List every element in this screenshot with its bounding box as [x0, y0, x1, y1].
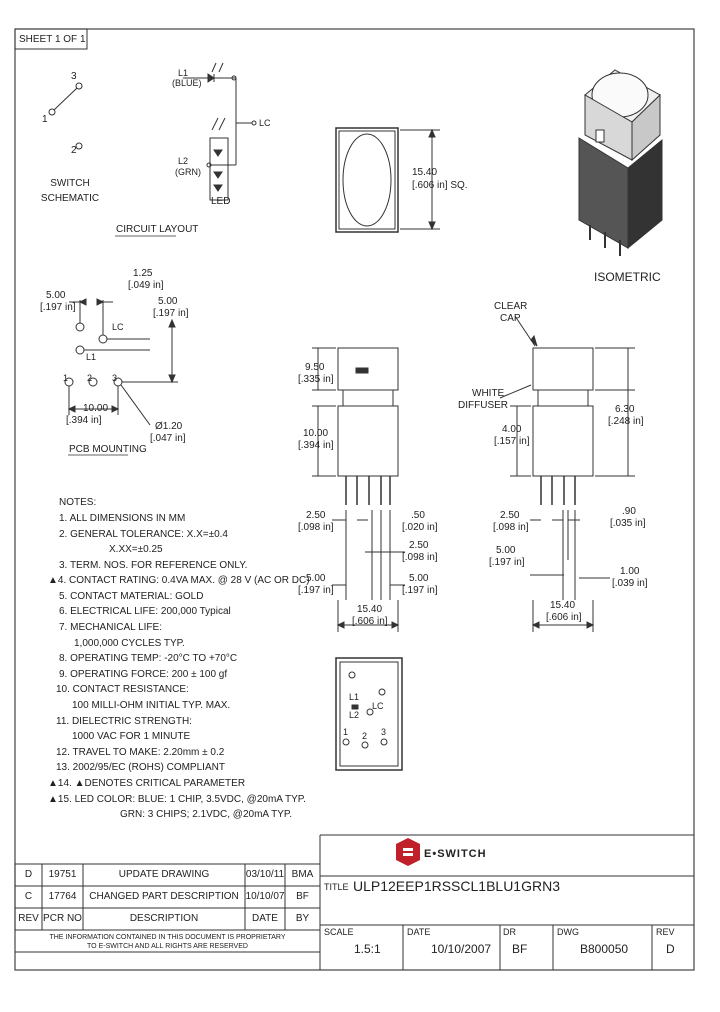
note-line: 3. TERM. NOS. FOR REFERENCE ONLY. — [59, 560, 248, 571]
side-dim-2a: 10.00 — [303, 428, 329, 439]
note-line: 5. CONTACT MATERIAL: GOLD — [59, 591, 204, 602]
clear-cap-1: CLEAR — [494, 301, 528, 312]
side-dim-8a: 15.40 — [357, 604, 383, 615]
scale-label: SCALE — [324, 927, 354, 937]
logo-mark — [396, 838, 420, 866]
pcr-cell: 17764 — [48, 891, 77, 902]
pcb-dim-1b: [.049 in] — [128, 280, 164, 291]
isometric-view — [579, 70, 662, 256]
dr-value: BF — [512, 942, 528, 956]
right-dim-5b: [.197 in] — [489, 557, 525, 568]
note-line: ▲14. ▲DENOTES CRITICAL PARAMETER — [48, 778, 246, 789]
date-cell: 10/10/07 — [245, 891, 285, 902]
date-label: DATE — [407, 927, 431, 937]
side-dim-1a: 9.50 — [305, 362, 325, 373]
date-value: 10/10/2007 — [431, 942, 492, 956]
bottom-pin-3: 3 — [381, 727, 387, 737]
by-header: BY — [295, 913, 310, 924]
side-dim-6b: [.197 in] — [298, 585, 334, 596]
white-diffuser-2: DIFFUSER — [458, 400, 508, 411]
rev-cell: C — [24, 891, 33, 902]
note-line: 1. ALL DIMENSIONS IN MM — [59, 513, 186, 524]
side-dim-7a: 5.00 — [409, 573, 429, 584]
desc-cell: CHANGED PART DESCRIPTION — [89, 891, 239, 902]
schematic-pin-1: 1 — [42, 114, 48, 125]
rev-value: D — [666, 942, 675, 956]
title-label: TITLE — [324, 882, 349, 892]
dwg-value: B800050 — [580, 942, 629, 956]
right-dim-2a: 4.00 — [502, 424, 522, 435]
front-dim-1: 15.40 — [412, 167, 438, 178]
bottom-pin-1: 1 — [343, 727, 349, 737]
isometric-label: ISOMETRIC — [594, 270, 661, 284]
bottom-pin-2: 2 — [362, 731, 368, 741]
pcb-pin-2: 2 — [87, 373, 93, 383]
note-line: ▲15. LED COLOR: BLUE: 1 CHIP, 3.5VDC, @20mA TYP. — [48, 794, 306, 805]
dwg-label: DWG — [557, 927, 579, 937]
circuit-lc-label: LC — [259, 118, 271, 128]
pcb-dim-5a: Ø1.20 — [155, 421, 183, 432]
dr-label: DR — [503, 927, 516, 937]
note-line: ▲4. CONTACT RATING: 0.4VA MAX. @ 28 V (AC OR DC) — [48, 575, 310, 586]
by-cell: BMA — [291, 869, 314, 880]
note-line: 6. ELECTRICAL LIFE: 200,000 Typical — [59, 606, 231, 617]
circuit-l2-color: (GRN) — [175, 167, 201, 177]
white-diffuser-1: WHITE — [472, 388, 505, 399]
side-dim-5a: 2.50 — [409, 540, 429, 551]
proprietary-notice-2: TO E-SWITCH AND ALL RIGHTS ARE RESERVED — [87, 943, 248, 950]
schematic-label-1: SWITCH — [50, 178, 90, 189]
proprietary-notice-1: THE INFORMATION CONTAINED IN THIS DOCUMENT IS PROPRIETARY — [49, 934, 286, 941]
pcb-dim-5b: [.047 in] — [150, 433, 186, 444]
circuit-l1-color: (BLUE) — [172, 78, 202, 88]
bottom-lc: LC — [372, 701, 384, 711]
right-dim-7a: 15.40 — [550, 600, 576, 611]
pcb-dim-2b: [.197 in] — [40, 302, 76, 313]
note-line: 13. 2002/95/EC (ROHS) COMPLIANT — [56, 762, 225, 773]
circuit-led-label: LED — [211, 196, 231, 207]
note-line: 2. GENERAL TOLERANCE: X.X=±0.4 — [59, 529, 228, 540]
date-cell: 03/10/11 — [245, 869, 285, 880]
right-dim-1b: [.248 in] — [608, 416, 644, 427]
bottom-view — [336, 658, 402, 770]
side-dim-6a: 5.00 — [306, 573, 326, 584]
right-dim-6b: [.039 in] — [612, 578, 648, 589]
desc-header: DESCRIPTION — [129, 913, 199, 924]
side-dim-4b: [.020 in] — [402, 522, 438, 533]
pcb-title: PCB MOUNTING — [69, 444, 147, 455]
notes-title: NOTES: — [59, 497, 97, 508]
schematic-pin-2: 2 — [71, 145, 77, 156]
part-number: ULP12EEP1RSSCL1BLU1GRN3 — [353, 878, 560, 894]
rev-header: REV — [18, 913, 39, 924]
note-line: 12. TRAVEL TO MAKE: 2.20mm ± 0.2 — [56, 747, 225, 758]
pcb-pin-1: 1 — [63, 373, 69, 383]
note-line: 100 MILLI-OHM INITIAL TYP. MAX. — [72, 700, 231, 711]
side-dim-8b: [.606 in] — [352, 616, 388, 627]
note-line: 10. CONTACT RESISTANCE: — [56, 684, 189, 695]
pcr-header: PCR NO — [43, 913, 82, 924]
side-dim-4a: .50 — [411, 510, 425, 521]
side-dim-3a: 2.50 — [306, 510, 326, 521]
by-cell: BF — [296, 891, 309, 902]
pcb-lc: LC — [112, 322, 124, 332]
side-dim-2b: [.394 in] — [298, 440, 334, 451]
note-line: 11. DIELECTRIC STRENGTH: — [56, 716, 192, 727]
right-dim-6a: 1.00 — [620, 566, 640, 577]
desc-cell: UPDATE DRAWING — [118, 869, 210, 880]
date-header: DATE — [252, 913, 278, 924]
bottom-l1: L1 — [349, 692, 360, 702]
pcb-dim-3a: 5.00 — [158, 296, 178, 307]
pcb-l1: L1 — [86, 352, 97, 362]
side-dim-1b: [.335 in] — [298, 374, 334, 385]
right-dim-7b: [.606 in] — [546, 612, 582, 623]
pcr-cell: 19751 — [48, 869, 77, 880]
pcb-pin-3: 3 — [112, 373, 118, 383]
note-line: X.XX=±0.25 — [109, 544, 163, 555]
note-line: 7. MECHANICAL LIFE: — [59, 622, 162, 633]
rev-cell: D — [24, 869, 33, 880]
right-dim-1a: 6.30 — [615, 404, 635, 415]
circuit-l2-label: L2 — [178, 156, 189, 166]
bottom-l2: L2 — [349, 710, 360, 720]
pcb-dim-4a: 10.00 — [83, 403, 109, 414]
circuit-l1-label: L1 — [178, 68, 189, 78]
right-dim-2b: [.157 in] — [494, 436, 530, 447]
right-dim-3b: [.098 in] — [493, 522, 529, 533]
front-dim-2: [.606 in] SQ. — [412, 180, 468, 191]
note-line: 8. OPERATING TEMP: -20°C TO +70°C — [59, 653, 238, 664]
pcb-dim-3b: [.197 in] — [153, 308, 189, 319]
right-dim-5a: 5.00 — [496, 545, 516, 556]
right-dim-4b: [.035 in] — [610, 518, 646, 529]
scale-value: 1.5:1 — [354, 942, 381, 956]
pcb-dim-2a: 5.00 — [46, 290, 66, 301]
clear-cap-2: CAP — [500, 313, 521, 324]
pcb-dim-1a: 1.25 — [133, 268, 153, 279]
side-dim-5b: [.098 in] — [402, 552, 438, 563]
schematic-pin-3: 3 — [71, 71, 77, 82]
circuit-layout-title: CIRCUIT LAYOUT — [116, 224, 199, 235]
switch-schematic — [49, 83, 82, 149]
schematic-label-2: SCHEMATIC — [40, 193, 100, 204]
rev-label: REV — [656, 927, 675, 937]
sheet-label: SHEET 1 OF 1 — [19, 34, 86, 45]
right-dim-3a: 2.50 — [500, 510, 520, 521]
note-line: GRN: 3 CHIPS; 2.1VDC, @20mA TYP. — [120, 809, 293, 820]
right-dim-4a: .90 — [622, 506, 636, 517]
pcb-dim-4b: [.394 in] — [66, 415, 102, 426]
note-line: 1000 VAC FOR 1 MINUTE — [72, 731, 191, 742]
note-line: 1,000,000 CYCLES TYP. — [74, 638, 185, 649]
company-logo: E•SWITCH — [424, 848, 487, 860]
side-dim-7b: [.197 in] — [402, 585, 438, 596]
note-line: 9. OPERATING FORCE: 200 ± 100 gf — [59, 669, 228, 680]
side-dim-3b: [.098 in] — [298, 522, 334, 533]
